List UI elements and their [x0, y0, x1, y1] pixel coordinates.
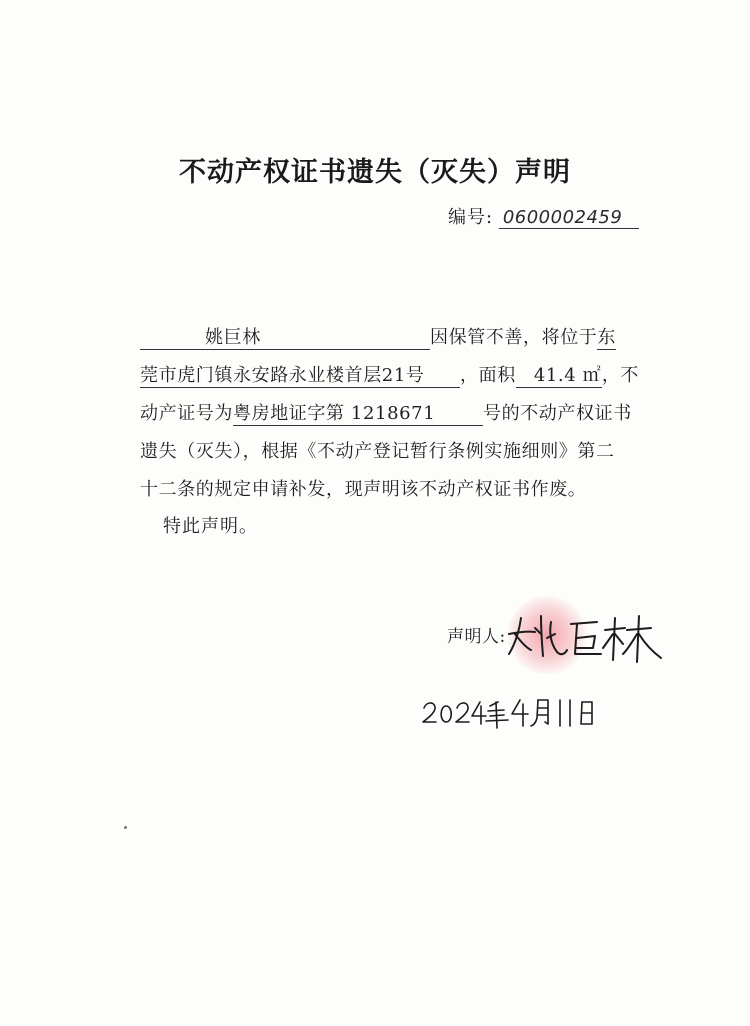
date-year-unit: 年 [422, 740, 424, 741]
address-part-1: 东 [597, 323, 616, 350]
document-title: 不动产权证书遗失（灭失）声明 [179, 157, 571, 188]
handwritten-signature [505, 604, 665, 674]
owner-name: 姚巨林 [140, 323, 430, 350]
date-month: 4 [423, 740, 425, 741]
area-value: 41.4 ㎡ [516, 361, 602, 388]
date-text [420, 740, 427, 741]
serial-label: 编号: [448, 207, 494, 228]
statement-text-4: 动产证号为 [140, 403, 233, 424]
date-month-unit: 月 [424, 740, 426, 741]
date-day-unit: 日 [426, 740, 428, 741]
serial-number [448, 203, 639, 229]
date-year: 2024 [420, 740, 423, 741]
speck-mark [124, 826, 127, 829]
declarant-label: 声明人: [447, 627, 506, 647]
statement-line-5: 十二条的规定申请补发，现声明该不动产权证书作废。 [140, 479, 587, 500]
closing-text: 特此声明。 [163, 516, 258, 537]
handwritten-date [420, 688, 620, 736]
date-day: 11 [425, 740, 427, 741]
statement-text-3: ，不 [601, 365, 640, 386]
address-part-2: 莞市虎门镇永安路永业楼首层21号 [140, 361, 460, 388]
statement-line-1 [140, 323, 616, 350]
statement-text-2: ，面积 [460, 365, 516, 386]
statement-line-4: 遗失（灭失），根据《不动产登记暂行条例实施细则》第二 [140, 441, 615, 462]
serial-value: 0600002459 [499, 207, 639, 229]
statement-line-2 [140, 361, 639, 388]
certificate-number: 粤房地证字第 1218671 [233, 399, 483, 426]
statement-text-5: 号的不动产权证书 [483, 403, 632, 424]
statement-text-1: 因保管不善，将位于 [430, 327, 598, 348]
statement-line-3 [140, 399, 632, 426]
